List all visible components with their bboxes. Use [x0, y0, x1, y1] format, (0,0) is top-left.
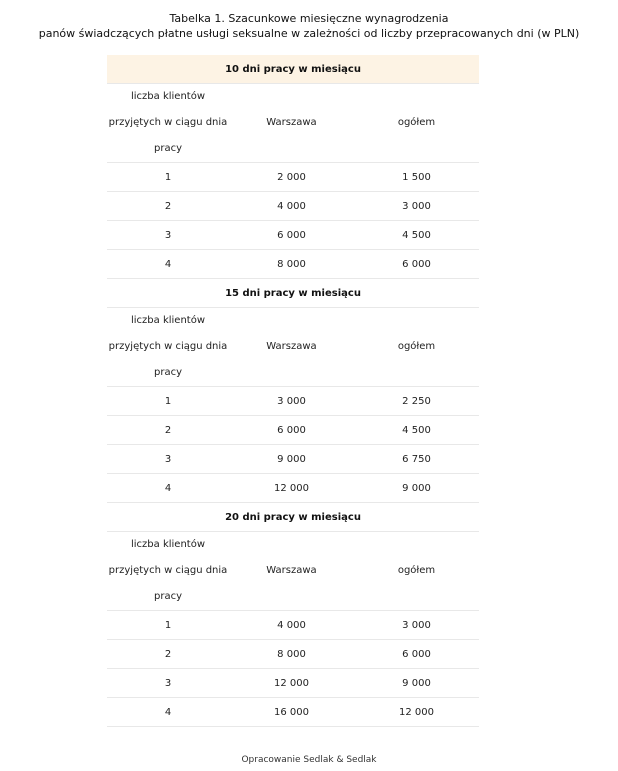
cell-total: 6 000 — [402, 258, 431, 270]
cell-total: 3 000 — [402, 619, 431, 631]
table-row — [107, 250, 479, 279]
wages-table — [107, 55, 479, 727]
cell-clients: 4 — [164, 706, 172, 718]
cell-total: 9 000 — [402, 482, 431, 494]
column-header-total: ogółem — [397, 341, 436, 352]
table-row — [107, 698, 479, 727]
column-header-row — [107, 308, 479, 387]
table-row — [107, 416, 479, 445]
column-header-clients-line-2: przyjętych w ciągu dnia — [108, 565, 228, 576]
table-row — [107, 221, 479, 250]
column-header-warszawa: Warszawa — [266, 117, 317, 128]
table-row — [107, 192, 479, 221]
table-row — [107, 163, 479, 192]
cell-clients: 1 — [164, 619, 172, 631]
cell-clients: 2 — [164, 424, 172, 436]
cell-clients: 2 — [164, 648, 172, 660]
cell-warszawa: 12 000 — [274, 677, 309, 689]
table-row — [107, 611, 479, 640]
cell-total: 1 500 — [402, 171, 431, 183]
table-title-line-1: Tabelka 1. Szacunkowe miesięczne wynagrodzenia — [169, 12, 449, 25]
cell-clients: 3 — [164, 229, 172, 241]
table-title-line-2: panów świadczących płatne usługi seksualne w zależności od liczby przepracowanych dni (w PLN) — [38, 27, 580, 40]
column-header-row — [107, 84, 479, 163]
cell-warszawa: 8 000 — [277, 648, 306, 660]
cell-clients: 3 — [164, 453, 172, 465]
cell-total: 4 500 — [402, 424, 431, 436]
table-row — [107, 474, 479, 503]
table-row — [107, 445, 479, 474]
cell-clients: 2 — [164, 200, 172, 212]
cell-warszawa: 4 000 — [277, 200, 306, 212]
cell-clients: 4 — [164, 258, 172, 270]
cell-clients: 3 — [164, 677, 172, 689]
column-header-clients — [107, 308, 229, 386]
cell-warszawa: 4 000 — [277, 619, 306, 631]
cell-clients: 1 — [164, 171, 172, 183]
column-header-clients-line-1: liczba klientów — [130, 539, 205, 550]
cell-warszawa: 6 000 — [277, 229, 306, 241]
cell-clients: 4 — [164, 482, 172, 494]
cell-total: 2 250 — [402, 395, 431, 407]
column-header-total: ogółem — [397, 565, 436, 576]
cell-warszawa: 12 000 — [274, 482, 309, 494]
column-header-clients-line-3: pracy — [153, 143, 182, 154]
column-header-clients-line-1: liczba klientów — [130, 315, 205, 326]
cell-total: 6 750 — [402, 453, 431, 465]
section-heading-15-days: 15 dni pracy w miesiącu — [107, 279, 479, 308]
column-header-warszawa: Warszawa — [266, 565, 317, 576]
column-header-total: ogółem — [397, 117, 436, 128]
table-row — [107, 640, 479, 669]
cell-warszawa: 8 000 — [277, 258, 306, 270]
column-header-clients — [107, 84, 229, 162]
table-row — [107, 387, 479, 416]
column-header-clients-line-3: pracy — [153, 591, 182, 602]
cell-clients: 1 — [164, 395, 172, 407]
cell-total: 3 000 — [402, 200, 431, 212]
column-header-row — [107, 532, 479, 611]
cell-warszawa: 3 000 — [277, 395, 306, 407]
column-header-clients-line-2: przyjętych w ciągu dnia — [108, 341, 228, 352]
column-header-clients-line-1: liczba klientów — [130, 91, 205, 102]
cell-total: 12 000 — [399, 706, 434, 718]
cell-total: 4 500 — [402, 229, 431, 241]
cell-warszawa: 16 000 — [274, 706, 309, 718]
cell-total: 6 000 — [402, 648, 431, 660]
cell-total: 9 000 — [402, 677, 431, 689]
column-header-warszawa: Warszawa — [266, 341, 317, 352]
table-title — [0, 11, 618, 41]
section-heading-20-days: 20 dni pracy w miesiącu — [107, 503, 479, 532]
column-header-clients-line-2: przyjętych w ciągu dnia — [108, 117, 228, 128]
source-note: Opracowanie Sedlak & Sedlak — [241, 755, 377, 765]
table-row — [107, 669, 479, 698]
column-header-clients — [107, 532, 229, 610]
section-heading-10-days: 10 dni pracy w miesiącu — [107, 55, 479, 84]
column-header-clients-line-3: pracy — [153, 367, 182, 378]
cell-warszawa: 6 000 — [277, 424, 306, 436]
cell-warszawa: 2 000 — [277, 171, 306, 183]
cell-warszawa: 9 000 — [277, 453, 306, 465]
